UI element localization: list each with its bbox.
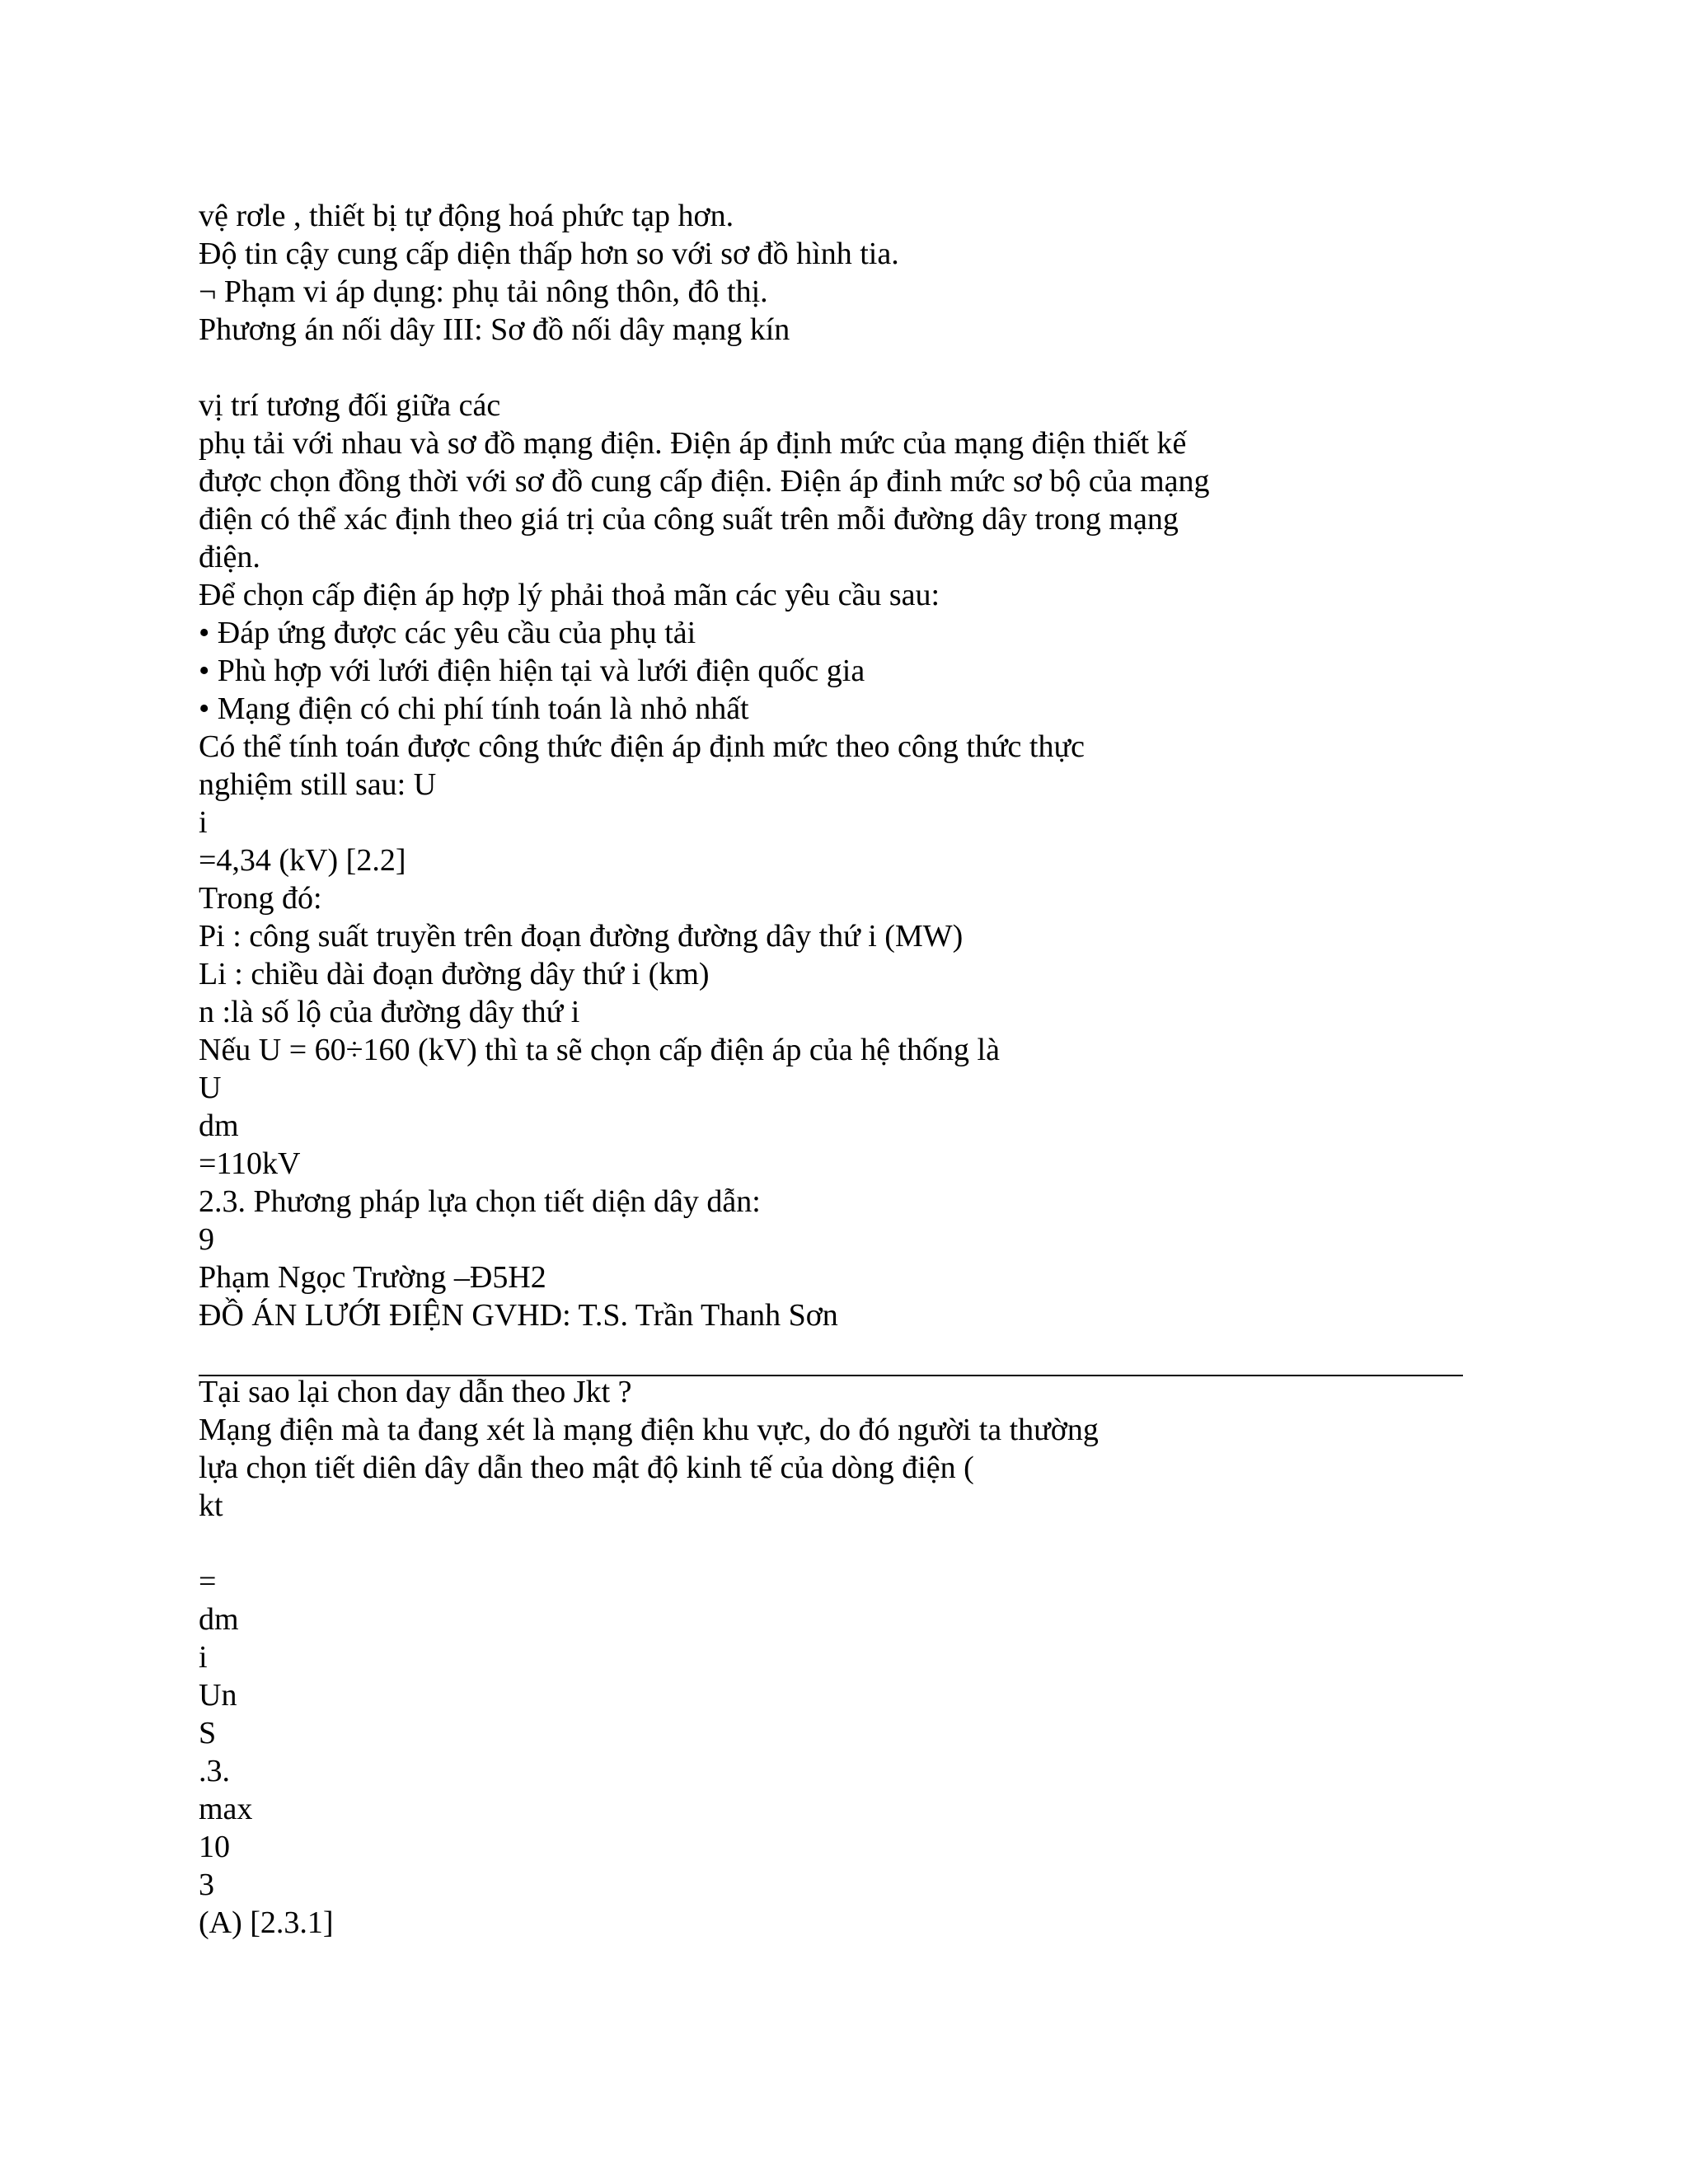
formula-fragment: 3 bbox=[199, 1868, 214, 1902]
formula-fragment: i bbox=[199, 1640, 208, 1675]
text-line: Có thể tính toán được công thức điện áp định mức theo công thức thực bbox=[199, 729, 1085, 764]
text-line: nghiệm still sau: U bbox=[199, 767, 437, 802]
document-header: ĐỒ ÁN LƯỚI ĐIỆN GVHD: T.S. Trần Thanh Sơn bbox=[199, 1298, 838, 1333]
formula-fragment: 10 bbox=[199, 1830, 230, 1864]
bullet-item: • Phù hợp với lưới điện hiện tại và lưới điện quốc gia bbox=[199, 654, 865, 688]
text-line: điện. bbox=[199, 540, 260, 574]
text-line: vệ rơle , thiết bị tự động hoá phức tạp hơn. bbox=[199, 199, 734, 233]
formula-fragment: i bbox=[199, 805, 208, 840]
page-number: 9 bbox=[199, 1222, 214, 1257]
formula-fragment: .3. bbox=[199, 1754, 230, 1788]
formula-fragment: = bbox=[199, 1564, 217, 1599]
bullet-item: • Mạng điện có chi phí tính toán là nhỏ nhất bbox=[199, 691, 749, 726]
formula-fragment: =4,34 (kV) [2.2] bbox=[199, 843, 406, 878]
formula-fragment: S bbox=[199, 1716, 217, 1750]
formula-fragment: kt bbox=[199, 1488, 223, 1523]
section-heading: 2.3. Phương pháp lựa chọn tiết diện dây dẫn: bbox=[199, 1184, 761, 1219]
text-line: Pi : công suất truyền trên đoạn đường đường dây thứ i (MW) bbox=[199, 919, 964, 954]
formula-fragment: dm bbox=[199, 1602, 239, 1637]
text-line: Li : chiều dài đoạn đường dây thứ i (km) bbox=[199, 957, 710, 991]
formula-fragment: U bbox=[199, 1071, 222, 1105]
author-line: Phạm Ngọc Trường –Đ5H2 bbox=[199, 1260, 546, 1295]
text-line: phụ tải với nhau và sơ đồ mạng điện. Điện áp định mức của mạng điện thiết kế bbox=[199, 426, 1187, 461]
text-line: điện có thể xác định theo giá trị của công suất trên mỗi đường dây trong mạng bbox=[199, 502, 1179, 537]
text-line: Độ tin cậy cung cấp diện thấp hơn so với sơ đồ hình tia. bbox=[199, 237, 899, 271]
text-line: Mạng điện mà ta đang xét là mạng điện khu vực, do đó người ta thường bbox=[199, 1413, 1099, 1447]
text-line: Nếu U = 60÷160 (kV) thì ta sẽ chọn cấp điện áp của hệ thống là bbox=[199, 1033, 1000, 1067]
text-line: Trong đó: bbox=[199, 881, 322, 916]
text-line: Để chọn cấp điện áp hợp lý phải thoả mãn các yêu cầu sau: bbox=[199, 578, 940, 612]
text-line: ¬ Phạm vi áp dụng: phụ tải nông thôn, đô thị. bbox=[199, 274, 768, 309]
formula-fragment: Un bbox=[199, 1678, 237, 1713]
text-line: n :là số lộ của đường dây thứ i bbox=[199, 995, 580, 1029]
formula-fragment: max bbox=[199, 1792, 253, 1826]
text-line: được chọn đồng thời với sơ đồ cung cấp điện. Điện áp đinh mức sơ bộ của mạng bbox=[199, 464, 1210, 499]
bullet-item: • Đáp ứng được các yêu cầu của phụ tải bbox=[199, 616, 696, 650]
formula-fragment: =110kV bbox=[199, 1146, 301, 1181]
text-line: lựa chọn tiết diên dây dẫn theo mật độ kinh tế của dòng điện ( bbox=[199, 1451, 974, 1485]
text-line: Tại sao lại chon day dẫn theo Jkt ? bbox=[199, 1375, 632, 1409]
formula-fragment: (A) [2.3.1] bbox=[199, 1905, 334, 1940]
text-line: vị trí tương đối giữa các bbox=[199, 388, 501, 423]
section-heading: Phương án nối dây III: Sơ đồ nối dây mạng kín bbox=[199, 312, 790, 347]
formula-fragment: dm bbox=[199, 1108, 239, 1143]
